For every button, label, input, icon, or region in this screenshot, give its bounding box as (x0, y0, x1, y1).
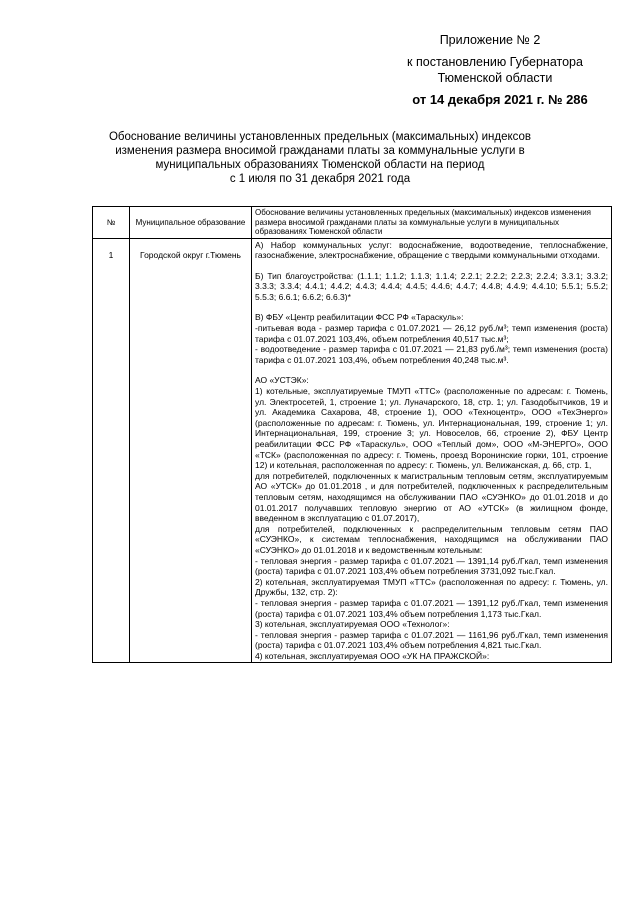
table-header-row (93, 207, 612, 239)
tariff-drinking-water: -питьевая вода - размер тарифа с 01.07.2021 — 26,12 руб./м³; темп изменения (роста) тарифа с 01.07.2021 103,4%, объем потребления 40,517 тыс.м³; (255, 323, 608, 344)
boiler-houses-list: 1) котельные, эксплуатируемые ТМУП «ТТС» (расположенные по адресам: г. Тюмень, ул. Электросетей, 1, строение 1; ул. Луначарского, 18, стр. 1; ул. Газодобытчиков, 19 и ул. Академика Сахарова, 48, строение 1), ООО «Техноцентр», ООО «ТехЭнерго» (расположенные по адресам: г. Тюмень, ул. Интернациональная, 199, строение 1; ул. Интернациональная, 199, строение 3; ул. Новоселов, 66, строение 2), ФБУ Центр реабилитации ФСС РФ «Тараскуль», ООО «Теплый дом», ООО «М-ЭНЕРГО», ООО «ТСК» (расположенная по адресу: г. Тюмень, проезд Воронинские горки, 101, строение 12) и котельная, расположенная по адресу: г. Тюмень, ул. Велижанская, д. 66, стр. 1, (255, 386, 608, 471)
boiler-house-4: 4) котельная, эксплуатируемая ООО «УК НА ПРАЖСКОЙ»: (255, 650, 490, 661)
appendix-label: Приложение № 2 (439, 33, 541, 47)
justification-table (92, 206, 612, 663)
boiler-house-2: 2) котельная, эксплуатируемая ТМУП «ТТС» (расположенная по адресу: г. Тюмень, ул. Дружбы, 132, стр. 2): (255, 576, 608, 598)
municipality-name: Городской округ г.Тюмень (140, 249, 241, 260)
amenity-types: Б) Тип благоустройства: (1.1.1; 1.1.2; 1.1.3; 1.1.4; 2.2.1; 2.2.2; 2.2.3; 2.2.4; 3.3.1; 3.3.2; 3.3.3; 3.3.4; 4.4.1; 4.4.2; 4.4.3; 4.4.4; 4.4.5; 4.4.6; 4.4.7; 4.4.8; 4.4.9; 4.4.10; 5.5.1; 5.5.2; 5.5.3; 6.6.1; 6.6.2; 6.6.3)* (255, 270, 608, 302)
services-set: А) Набор коммунальных услуг: водоснабжение, водоотведение, теплоснабжение, газоснабжение, электроснабжение, обращение с твердыми коммунальными отходами. (255, 239, 608, 261)
title-line-3: муниципальных образованиях Тюменской области на период (155, 159, 485, 171)
title-line-2: изменения размера вносимой гражданами платы за коммунальные услуги в (115, 145, 525, 157)
header-municipality: Муниципальное образование (130, 207, 252, 239)
title-line-1: Обоснование величины установленных предельных (максимальных) индексов (108, 131, 532, 143)
tariff-heat-2: - тепловая энергия - размер тарифа с 01.07.2021 — 1391,12 руб./Гкал, темп изменения (роста) тарифа с 01.07.2021 103,4% объем потребления 1,173 тыс.Гкал. (255, 597, 608, 619)
document-title (100, 130, 540, 186)
region-name: Тюменской области (437, 71, 553, 85)
tariff-heat-1: - тепловая энергия - размер тарифа с 01.07.2021 — 1391,14 руб./Гкал, темп изменения (роста) тарифа с 01.07.2021 103,4% объем потребления 3731,092 тыс.Гкал. (255, 555, 608, 577)
header-justification: Обоснование величины установленных предельных (максимальных) индексов изменения размера вносимой гражданами платы за коммунальные услуги в муниципальных образованиях Тюменской области (252, 207, 612, 239)
tariff-wastewater: - водоотведение - размер тарифа с 01.07.2021 — 21,83 руб./м³; темп изменения (роста) тарифа с 01.07.2021 103,4%, объем потребления 40,248 тыс.м³. (255, 344, 608, 365)
provider-heading: В) ФБУ «Центр реабилитации ФСС РФ «Тараскуль»: (255, 312, 464, 323)
consumers-main-networks: для потребителей, подключенных к магистральным тепловым сетям, эксплуатируемым АО «УТСК» до 01.01.2018 , и для потребителей, подключенных к распределительным тепловым сетям, находящимся на обслуживании ПАО «СУЭНКО» до 01.01.2018 и до 01.01.2017 получавших тепловую энергию от АО «УТСК» (в жилищном фонде, введенном в эксплуатацию с 01.07.2017), (255, 470, 608, 524)
boiler-house-3: 3) котельная, эксплуатируемая ООО «Технолог»: (255, 619, 450, 630)
row-number: 1 (108, 249, 114, 260)
municipality-cell (130, 238, 252, 663)
decree-reference: к постановлению Губернатора (407, 55, 583, 69)
title-line-4: с 1 июля по 31 декабря 2021 года (229, 173, 411, 185)
tariff-heat-3: - тепловая энергия - размер тарифа с 01.07.2021 — 1161,96 руб./Гкал, темп изменения (роста) тарифа с 01.07.2021 103,4% объем потребления 4,821 тыс.Гкал. (255, 629, 608, 651)
header-number: № (93, 207, 130, 239)
table-row (93, 238, 612, 663)
provider-heading: АО «УСТЭК»: (255, 375, 309, 386)
justification-cell (252, 238, 612, 663)
row-number-cell (93, 238, 130, 663)
consumers-distribution-networks: для потребителей, подключенных к распределительным тепловым сетям ПАО «СУЭНКО», к системам теплоснабжения, находящимся на обслуживании ПАО «СУЭНКО» до 01.01.2018 и к ведомственным котельным: (255, 523, 608, 555)
decree-date: от 14 декабря 2021 г. № 286 (412, 92, 588, 107)
